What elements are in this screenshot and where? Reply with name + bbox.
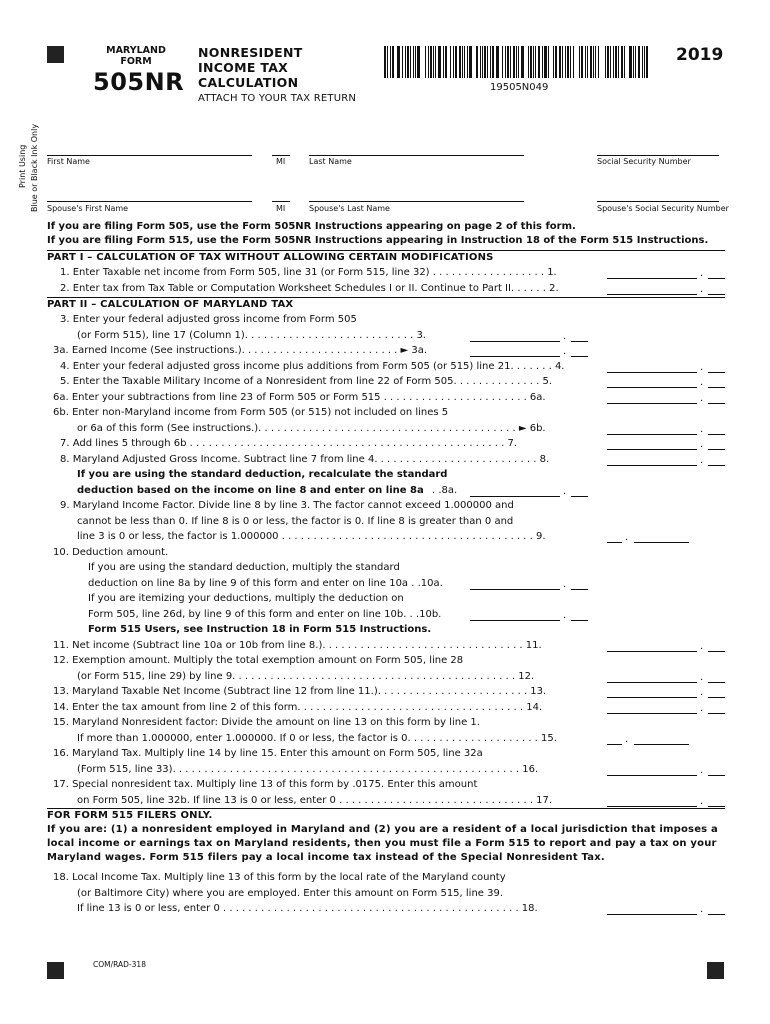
line-17-a: 17. Special nonresident tax. Multiply line 13 of this form by .0175. Enter this amount (53, 779, 478, 790)
line-5: 5. Enter the Taxable Military Income of a Nonresident from line 22 of Form 505. . . . . . . . . . . . . . 5. (60, 376, 553, 387)
amount-field-line-8[interactable]: . (607, 455, 725, 466)
barcode-bar (476, 46, 478, 78)
barcode-bar (521, 46, 524, 78)
form515-para-3: Maryland wages. Form 515 filers pay a local income tax instead of the Special Nonresident Tax. (47, 852, 605, 863)
line-4: 4. Enter your federal adjusted gross income plus additions from Form 505 (or 515) line 21. . . . . . . 4. (60, 361, 565, 372)
spouse-mi-field[interactable] (272, 201, 290, 202)
amount-field-line-4[interactable]: . (607, 362, 725, 373)
barcode-bar (459, 46, 461, 78)
barcode-bar (544, 46, 547, 78)
barcode-bar (573, 46, 574, 78)
ssn-field[interactable] (597, 155, 719, 156)
barcode-bar (490, 46, 491, 78)
barcode-bar (555, 46, 557, 78)
amount-field-line-1[interactable]: . (607, 268, 725, 279)
barcode-bar (384, 46, 386, 78)
line-10b-a: If you are itemizing your deductions, multiply the deduction on (88, 593, 404, 604)
line-10a-a: If you are using the standard deduction, multiply the standard (88, 562, 400, 573)
barcode-bar (624, 46, 625, 78)
barcode-bar (590, 46, 592, 78)
barcode-bar (410, 46, 411, 78)
barcode-bar (518, 46, 519, 78)
form-word: FORM (120, 56, 152, 67)
amount-field-line-11[interactable]: . (607, 641, 725, 652)
tax-year: 2019 (676, 45, 724, 65)
barcode-bar (387, 46, 388, 78)
barcode-bar (390, 46, 391, 78)
barcode-bar (510, 46, 511, 78)
attach-instruction: ATTACH TO YOUR TAX RETURN (198, 93, 357, 104)
spouse-ssn-field[interactable] (597, 201, 719, 202)
barcode-bar (548, 46, 549, 78)
first-name-label: First Name (47, 157, 90, 166)
barcode-bar (538, 46, 540, 78)
form515-top-rule (47, 808, 725, 809)
spouse-last-name-label: Spouse's Last Name (309, 204, 390, 213)
line-3a: 3a. Earned Income (See instructions.). . . . . . . . . . . . . . . . . . . . . . . . . ► 3a. (53, 345, 428, 356)
state-label: MARYLAND (106, 45, 166, 56)
barcode-bar (605, 46, 606, 78)
line-9-c: line 3 is 0 or less, the factor is 1.000000 . . . . . . . . . . . . . . . . . . . . . . . . . . . . . . . . . . . . . . . . 9. (77, 531, 546, 542)
form515-heading: FOR FORM 515 FILERS ONLY. (47, 810, 213, 821)
line-8: 8. Maryland Adjusted Gross Income. Subtract line 7 from line 4. . . . . . . . . . . . . . . . . . . . . . . . . . 8. (60, 454, 550, 465)
barcode-bar (598, 46, 599, 78)
amount-field-line-7[interactable]: . (607, 439, 725, 450)
barcode (384, 46, 652, 78)
line-8a-note-1: If you are using the standard deduction, recalculate the standard (77, 469, 448, 480)
amount-field-line-14[interactable]: . (607, 703, 725, 714)
barcode-bar (613, 46, 614, 78)
barcode-bar (567, 46, 569, 78)
barcode-bar (551, 46, 552, 78)
line-12-a: 12. Exemption amount. Multiply the total exemption amount on Form 505, line 28 (53, 655, 464, 666)
barcode-bar (448, 46, 449, 78)
barcode-bar (445, 46, 447, 78)
amount-field-line-17[interactable]: . (607, 796, 725, 807)
barcode-bar (607, 46, 609, 78)
barcode-bar (507, 46, 509, 78)
barcode-bar (407, 46, 409, 78)
line-12-b: (or Form 515, line 29) by line 9. . . . . . . . . . . . . . . . . . . . . . . . . . . . . . . . . . . . . . . . . . . . . 12. (77, 671, 535, 682)
barcode-bar (425, 46, 426, 78)
barcode-bar (417, 46, 420, 78)
barcode-bar (638, 46, 640, 78)
line-2: 2. Enter tax from Tax Table or Computation Worksheet Schedules I or II. Continue to Part II. . . . . . 2. (60, 283, 559, 294)
barcode-bar (464, 46, 465, 78)
barcode-bar (629, 46, 632, 78)
factor-field-line-15[interactable]: . (607, 734, 689, 745)
line-6a: 6a. Enter your subtractions from line 23 of Form 505 or Form 515 . . . . . . . . . . . . . . . . . . . . . . . 6a. (53, 392, 546, 403)
barcode-bar (443, 46, 444, 78)
amount-field-line-3[interactable]: . (470, 331, 588, 342)
barcode-bar (618, 46, 619, 78)
title-line-2: INCOME TAX (198, 60, 289, 75)
first-name-field[interactable] (47, 155, 252, 156)
barcode-bar (455, 46, 457, 78)
barcode-bar (397, 46, 400, 78)
barcode-bar (433, 46, 434, 78)
barcode-bar (487, 46, 488, 78)
registration-mark-bottom-left (47, 962, 64, 979)
line-10a-b: deduction on line 8a by line 9 of this form and enter on line 10a . .10a. (88, 578, 443, 589)
form515-para-1: If you are: (1) a nonresident employed in Maryland and (2) you are a resident of a local jurisdiction that imposes a (47, 824, 718, 835)
notice-form-515: If you are filing Form 515, use the Form 505NR Instructions appearing in Instruction 18 of the Form 515 Instructions. (47, 235, 709, 246)
barcode-bar (496, 46, 499, 78)
spouse-mi-label: MI (276, 204, 286, 213)
barcode-bar (581, 46, 583, 78)
barcode-bar (600, 46, 603, 78)
registration-mark-bottom-right (707, 962, 724, 979)
amount-field-line-10b[interactable]: . (470, 610, 588, 621)
line-15-b: If more than 1.000000, enter 1.000000. If 0 or less, the factor is 0. . . . . . . . . . . . . . . . . . . . . 15. (77, 733, 557, 744)
amount-field-line-3a[interactable]: . (470, 346, 588, 357)
barcode-bar (562, 46, 563, 78)
barcode-bar (402, 46, 403, 78)
barcode-bar (500, 46, 501, 78)
line-18-a: 18. Local Income Tax. Multiply line 13 of this form by the local rate of the Maryland county (53, 872, 506, 883)
line-17-b: on Form 505, line 32b. If line 13 is 0 or less, enter 0 . . . . . . . . . . . . . . . . . . . . . . . . . . . . . . . 17. (77, 795, 553, 806)
barcode-bar (579, 46, 580, 78)
barcode-bar (467, 46, 468, 78)
barcode-bar (480, 46, 481, 78)
line-10: 10. Deduction amount. (53, 547, 169, 558)
barcode-bar (642, 46, 643, 78)
barcode-bar (559, 46, 561, 78)
registration-mark-top-left (47, 46, 64, 63)
barcode-bar (525, 46, 526, 78)
barcode-bar (482, 46, 483, 78)
title-line-3: CALCULATION (198, 75, 299, 90)
barcode-bar (450, 46, 451, 78)
side-text-print-using: Print Using (18, 144, 27, 188)
notice-form-505: If you are filing Form 505, use the Form 505NR Instructions appearing on page 2 of this form. (47, 221, 576, 232)
barcode-bar (542, 46, 543, 78)
amount-field-line-16[interactable]: . (607, 765, 725, 776)
barcode-bar (492, 46, 494, 78)
factor-field-line-9[interactable]: . (607, 532, 689, 543)
line-14: 14. Enter the tax amount from line 2 of this form. . . . . . . . . . . . . . . . . . . . . . . . . . . . . . . . . . . . 14. (53, 702, 543, 713)
barcode-bar (595, 46, 596, 78)
form515-para-2: local income or earnings tax on Maryland residents, then you must file a Form 515 to report and pay a tax on your (47, 838, 717, 849)
part1-heading: PART I – CALCULATION OF TAX WITHOUT ALLOWING CERTAIN MODIFICATIONS (47, 252, 494, 263)
barcode-bar (413, 46, 414, 78)
form-number: 505NR (93, 68, 185, 96)
line-1: 1. Enter Taxable net income from Form 505, line 31 (or Form 515, line 32) . . . . . . . . . . . . . . . . . . 1. (60, 267, 557, 278)
barcode-bar (644, 46, 645, 78)
amount-field-line-8a[interactable]: . (470, 486, 588, 497)
line-16-b: (Form 515, line 33). . . . . . . . . . . . . . . . . . . . . . . . . . . . . . . . . . . . . . . . . . . . . . . . . . . . . . . 16. (77, 764, 539, 775)
barcode-bar (626, 46, 627, 78)
barcode-bar (528, 46, 529, 78)
amount-field-line-13[interactable]: . (607, 687, 725, 698)
barcode-bar (615, 46, 617, 78)
barcode-bar (430, 46, 432, 78)
mi-label: MI (276, 157, 286, 166)
barcode-bar (422, 46, 424, 78)
barcode-bar (415, 46, 416, 78)
barcode-bar (535, 46, 536, 78)
amount-field-line-2[interactable]: . (607, 284, 725, 295)
barcode-bar (646, 46, 648, 78)
barcode-bar (530, 46, 532, 78)
line-9-a: 9. Maryland Income Factor. Divide line 8 by line 3. The factor cannot exceed 1.000000 and (60, 500, 514, 511)
barcode-bar (621, 46, 623, 78)
amount-field-line-18[interactable]: . (607, 904, 725, 915)
barcode-bar (395, 46, 396, 78)
line-3-a: 3. Enter your federal adjusted gross income from Form 505 (60, 314, 357, 325)
line-8a-note-2: deduction based on the income on line 8 and enter on line 8a . .8a. (77, 485, 458, 496)
line-16-a: 16. Maryland Tax. Multiply line 14 by line 15. Enter this amount on Form 505, line 32a (53, 748, 483, 759)
line-3-b: (or Form 515), line 17 (Column 1). . . . . . . . . . . . . . . . . . . . . . . . . . . 3. (77, 330, 426, 341)
barcode-bar (435, 46, 436, 78)
amount-field-line-12[interactable]: . (607, 672, 725, 683)
barcode-bar (633, 46, 634, 78)
barcode-bar (516, 46, 517, 78)
barcode-bar (453, 46, 454, 78)
barcode-bar (587, 46, 588, 78)
line-7: 7. Add lines 5 through 6b . . . . . . . . . . . . . . . . . . . . . . . . . . . . . . . . . . . . . . . . . . . . . . . . . . 7. (60, 438, 518, 449)
line-18-c: If line 13 is 0 or less, enter 0 . . . . . . . . . . . . . . . . . . . . . . . . . . . . . . . . . . . . . . . . . . . . . . . 18. (77, 903, 538, 914)
title-line-1: NONRESIDENT (198, 45, 303, 60)
line-6b-a: 6b. Enter non-Maryland income from Form 505 (or 515) not included on lines 5 (53, 407, 449, 418)
mi-field[interactable] (272, 155, 290, 156)
barcode-bar (469, 46, 472, 78)
last-name-label: Last Name (309, 157, 352, 166)
barcode-bar (570, 46, 571, 78)
line-13: 13. Maryland Taxable Net Income (Subtract line 12 from line 11.). . . . . . . . . . . . . . . . . . . . . . . . 13. (53, 686, 547, 697)
barcode-bar (553, 46, 554, 78)
form-code-footer: COM/RAD-318 (93, 960, 146, 969)
barcode-bar (635, 46, 636, 78)
barcode-bar (505, 46, 506, 78)
part2-heading: PART II – CALCULATION OF MARYLAND TAX (47, 299, 294, 310)
last-name-field[interactable] (309, 155, 524, 156)
barcode-bar (610, 46, 611, 78)
barcode-bar (473, 46, 474, 78)
spouse-last-name-field[interactable] (309, 201, 524, 202)
barcode-bar (428, 46, 429, 78)
ssn-label: Social Security Number (597, 157, 691, 166)
line-18-b: (or Baltimore City) where you are employed. Enter this amount on Form 515, line 39. (77, 888, 504, 899)
barcode-bar (462, 46, 463, 78)
amount-field-line-5[interactable]: . (607, 377, 725, 388)
line-10b-b: Form 505, line 26d, by line 9 of this form and enter on line 10b. . .10b. (88, 609, 442, 620)
barcode-bar (438, 46, 441, 78)
amount-field-line-6a[interactable]: . (607, 393, 725, 404)
barcode-bar (585, 46, 586, 78)
barcode-bar (533, 46, 534, 78)
barcode-bar (502, 46, 503, 78)
side-text-ink: Blue or Black Ink Only (30, 123, 39, 212)
part1-top-rule (47, 250, 725, 251)
amount-field-line-10a[interactable]: . (470, 579, 588, 590)
line-15-a: 15. Maryland Nonresident factor: Divide the amount on line 13 on this form by line 1. (53, 717, 480, 728)
amount-field-line-6b[interactable]: . (607, 424, 725, 435)
line-6b-b: or 6a of this form (See instructions.). . . . . . . . . . . . . . . . . . . . . . . . . . . . . . . . . . . . . . . . . ► 6b. (77, 423, 546, 434)
barcode-number: 19505N049 (490, 82, 549, 93)
barcode-bar (575, 46, 578, 78)
line-11: 11. Net income (Subtract line 10a or 10b from line 8.). . . . . . . . . . . . . . . . . . . . . . . . . . . . . . . . 11. (53, 640, 542, 651)
form515-users-note: Form 515 Users, see Instruction 18 in Form 515 Instructions. (88, 624, 432, 635)
barcode-bar (513, 46, 515, 78)
barcode-bar (565, 46, 566, 78)
barcode-bar (392, 46, 394, 78)
barcode-bar (593, 46, 594, 78)
barcode-bar (405, 46, 406, 78)
barcode-bar (484, 46, 486, 78)
spouse-ssn-label: Spouse's Social Security Number (597, 204, 729, 213)
spouse-first-name-field[interactable] (47, 201, 252, 202)
spouse-first-name-label: Spouse's First Name (47, 204, 129, 213)
part2-top-rule (47, 297, 725, 298)
line-9-b: cannot be less than 0. If line 8 is 0 or less, the factor is 0. If line 8 is greater than 0 and (77, 516, 514, 527)
